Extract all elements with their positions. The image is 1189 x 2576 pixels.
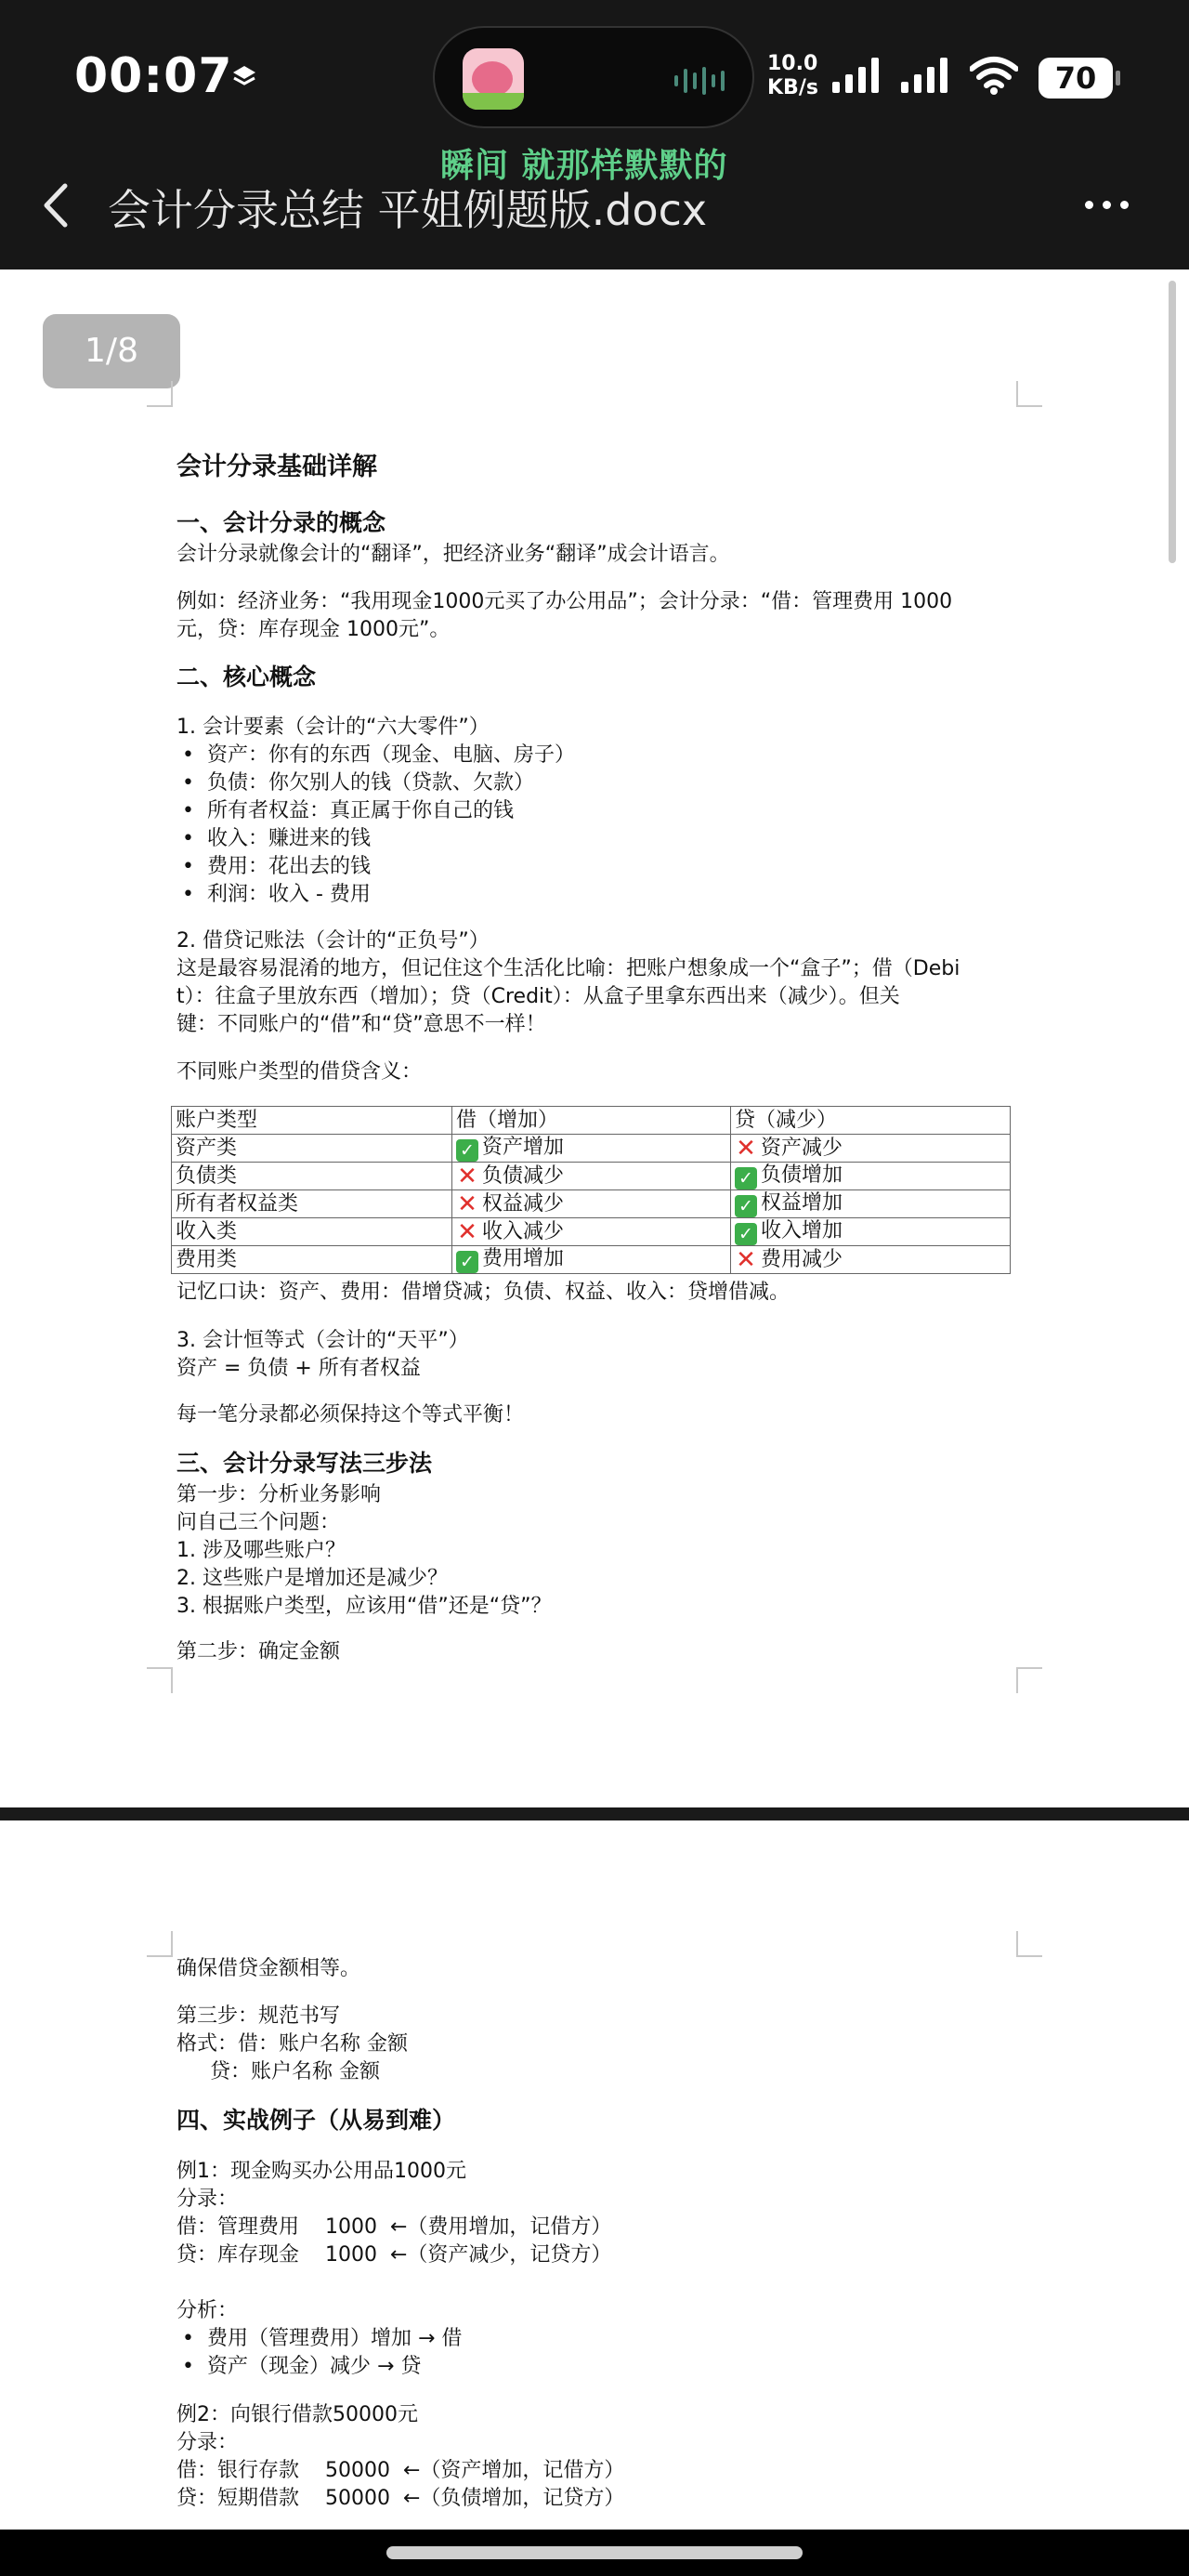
audio-visualizer-icon (674, 67, 725, 95)
paragraph: 例1：现金购买办公用品1000元 (176, 2160, 466, 2183)
paragraph: 确保借贷金额相等。 (176, 1957, 361, 1980)
paragraph: 资产 = 负债 + 所有者权益 (176, 1357, 421, 1380)
paragraph: 会计分录就像会计的“翻译”，把经济业务“翻译”成会计语言。 (176, 543, 730, 566)
paragraph: 分析： (176, 2299, 239, 2322)
paragraph: 例如：经济业务：“我用现金1000元买了办公用品”；会计分录：“借：管理费用 1000 (176, 590, 953, 613)
check-icon: ✓ (735, 1195, 757, 1217)
table-cell: ✓ 费用增加 (452, 1246, 731, 1274)
table-header: 贷（减少） (731, 1107, 1011, 1135)
table-row (172, 1135, 1011, 1163)
table-cell: 费用类 (172, 1246, 452, 1274)
table-header: 账户类型 (172, 1107, 452, 1135)
cross-icon: ✕ (736, 1245, 756, 1274)
list-item: • 费用：花出去的钱 (182, 855, 371, 878)
table-cell: ✓ 权益增加 (731, 1190, 1011, 1218)
doc-title: 会计分录基础详解 (176, 453, 377, 481)
table-cell: 所有者权益类 (172, 1190, 452, 1218)
table-row (172, 1218, 1011, 1246)
page-indicator: 1/8 (43, 314, 180, 388)
table-cell: 负债类 (172, 1163, 452, 1190)
paragraph: 例2：向银行借款50000元 (176, 2403, 418, 2426)
crop-mark (147, 381, 173, 407)
table-cell: ✕ 收入减少 (452, 1218, 731, 1246)
paragraph: 分录： (176, 2188, 239, 2211)
check-icon: ✓ (456, 1251, 478, 1273)
table-cell: ✓ 资产增加 (452, 1135, 731, 1163)
table-cell: ✕ 费用减少 (731, 1246, 1011, 1274)
scrollbar[interactable] (1169, 281, 1176, 563)
subheading: 3. 会计恒等式（会计的“天平”） (176, 1329, 469, 1352)
table-header-row (172, 1107, 1011, 1135)
paragraph: 这是最容易混淆的地方，但记住这个生活化比喻：把账户想象成一个“盒子”；借（Debi (176, 957, 960, 980)
crop-mark (147, 1667, 173, 1693)
paragraph: 每一笔分录都必须保持这个等式平衡！ (176, 1403, 525, 1426)
crop-mark (1016, 381, 1042, 407)
network-speed-value: 10.0 (767, 52, 818, 75)
paragraph: 第一步：分析业务影响 (176, 1483, 382, 1506)
table-cell: ✕ 负债减少 (452, 1163, 731, 1190)
paragraph: 元，贷：库存现金 1000元”。 (176, 618, 451, 641)
back-chevron-icon[interactable] (37, 182, 74, 229)
table-cell: ✕ 资产减少 (731, 1135, 1011, 1163)
paragraph: 键：不同账户的“借”和“贷”意思不一样！ (176, 1013, 546, 1036)
list-item: • 费用（管理费用）增加 → 借 (182, 2327, 463, 2350)
table-cell: ✕ 权益减少 (452, 1190, 731, 1218)
paragraph: 贷：账户名称 金额 (210, 2060, 380, 2083)
paragraph: 记忆口诀：资产、费用：借增贷减；负债、权益、收入：贷增借减。 (176, 1281, 790, 1304)
table-row (172, 1246, 1011, 1274)
section-heading: 二、核心概念 (176, 664, 317, 690)
home-indicator[interactable] (386, 2546, 803, 2559)
list-item: 1. 涉及哪些账户？ (176, 1539, 346, 1562)
subheading: 2. 借贷记账法（会计的“正负号”） (176, 929, 490, 953)
section-heading: 三、会计分录写法三步法 (176, 1450, 433, 1477)
list-item: • 所有者权益：真正属于你自己的钱 (182, 799, 514, 822)
crop-mark (1016, 1667, 1042, 1693)
check-icon: ✓ (456, 1139, 478, 1162)
table-header: 借（增加） (452, 1107, 731, 1135)
subheading: 1. 会计要素（会计的“六大零件”） (176, 716, 490, 739)
table-cell: 资产类 (172, 1135, 452, 1163)
list-item: • 负债：你欠别人的钱（贷款、欠款） (182, 771, 534, 795)
document-title: 会计分录总结 平姐例题版.docx (108, 185, 708, 235)
now-playing-lyric: 瞬间 就那样默默的 (440, 147, 728, 185)
list-item: 2. 这些账户是增加还是减少？ (176, 1567, 448, 1590)
cross-icon: ✕ (457, 1162, 477, 1190)
account-type-table (171, 1106, 1011, 1274)
dynamic-island[interactable] (433, 26, 754, 128)
journal-entry-line: 贷：库存现金 1000 ←（资产减少，记贷方） (176, 2243, 612, 2267)
paragraph: t）：往盒子里放东西（增加）；贷（Credit）：从盒子里拿东西出来（减少）。但关 (176, 985, 900, 1008)
list-item: • 资产：你有的东西（现金、电脑、房子） (182, 743, 575, 767)
battery-indicator: 70 (1039, 58, 1113, 99)
journal-entry-line: 借：管理费用 1000 ←（费用增加，记借方） (176, 2215, 612, 2239)
music-app-icon (463, 48, 524, 110)
table-cell: 收入类 (172, 1218, 452, 1246)
crop-mark (147, 1931, 173, 1957)
more-options-icon[interactable] (1085, 201, 1129, 209)
paragraph: 格式：借：账户名称 金额 (176, 2032, 408, 2056)
layers-icon (230, 63, 258, 91)
list-item: • 资产（现金）减少 → 贷 (182, 2355, 422, 2378)
table-cell: ✓ 负债增加 (731, 1163, 1011, 1190)
cross-icon: ✕ (457, 1189, 477, 1218)
check-icon: ✓ (735, 1223, 757, 1245)
table-row (172, 1163, 1011, 1190)
signal-icon-2 (901, 58, 947, 93)
paragraph: 问自己三个问题： (176, 1511, 341, 1534)
paragraph: 第二步：确定金额 (176, 1640, 341, 1663)
section-heading: 四、实战例子（从易到难） (176, 2107, 456, 2134)
table-row (172, 1190, 1011, 1218)
paragraph: 第三步：规范书写 (176, 2004, 341, 2028)
crop-mark (1016, 1931, 1042, 1957)
network-speed-unit: KB/s (767, 76, 818, 99)
journal-entry-line: 贷：短期借款 50000 ←（负债增加，记贷方） (176, 2487, 625, 2510)
journal-entry-line: 借：银行存款 50000 ←（资产增加，记借方） (176, 2459, 625, 2482)
table-cell: ✓ 收入增加 (731, 1218, 1011, 1246)
status-time: 00:07 (74, 48, 233, 104)
list-item: • 利润：收入 - 费用 (182, 883, 371, 906)
list-item: • 收入：赚进来的钱 (182, 827, 371, 850)
network-speed (767, 52, 818, 100)
check-icon: ✓ (735, 1167, 757, 1189)
paragraph: 不同账户类型的借贷含义： (176, 1060, 423, 1084)
section-heading: 一、会计分录的概念 (176, 509, 386, 536)
list-item: 3. 根据账户类型，应该用“借”还是“贷”？ (176, 1595, 552, 1618)
cross-icon: ✕ (457, 1217, 477, 1246)
wifi-icon (970, 56, 1018, 95)
cross-icon: ✕ (736, 1134, 756, 1163)
page-separator (0, 1807, 1189, 1820)
signal-icon (832, 58, 879, 93)
paragraph: 分录： (176, 2431, 239, 2454)
